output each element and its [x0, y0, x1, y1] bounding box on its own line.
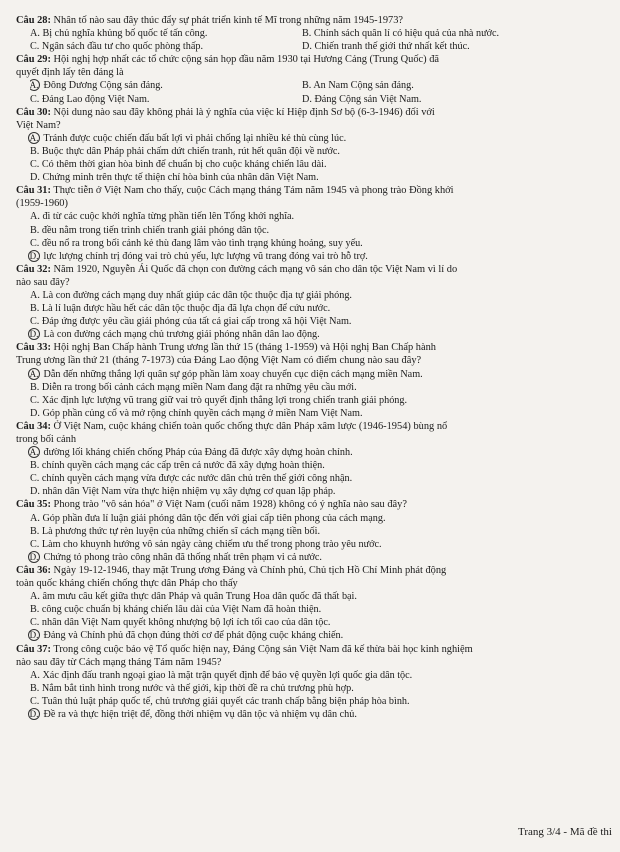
answer-option[interactable]	[30, 591, 357, 602]
option-row	[16, 629, 614, 642]
question-stem-line	[16, 354, 614, 367]
option-text: Nắm bắt tình hình trong nước và thế giới, kịp thời đề ra chủ trương phù hợp.	[41, 682, 354, 694]
option-row	[16, 590, 614, 603]
question-block	[16, 14, 614, 53]
option-text: Làm cho khuynh hướng vô sản ngày càng chiếm ưu thế trong phong trào yêu nước.	[41, 538, 382, 550]
option-letter: C.	[30, 316, 40, 328]
option-row	[16, 171, 614, 184]
option-row	[16, 79, 614, 92]
option-row	[16, 603, 614, 616]
option-text: Đáp ứng được yêu cầu giải phóng của tất cả giai cấp trong xã hội Việt Nam.	[41, 316, 352, 328]
option-text: Xác định lực lượng vũ trang giữ vai trò quyết định thắng lợi trong chiến tranh giải phóng.	[41, 394, 408, 406]
option-column	[302, 79, 602, 92]
option-text: chính quyền cách mạng vừa được các nước dân chủ trên thế giới công nhận.	[41, 473, 353, 485]
question-stem-line	[16, 53, 614, 66]
question-stem-line	[16, 184, 614, 197]
answer-option[interactable]	[30, 447, 353, 458]
option-text: đường lối kháng chiến chống Pháp của Đảng đã được xây dựng hoàn chỉnh.	[43, 447, 353, 459]
option-text: nhân dân Việt Nam quyết không nhượng bộ lợi ích tối cao của dân tộc.	[41, 617, 331, 629]
answer-option[interactable]	[30, 28, 207, 39]
answer-option[interactable]	[30, 251, 368, 262]
answer-option[interactable]	[30, 41, 203, 52]
option-letter: B.	[30, 224, 40, 236]
question-number: Câu 33:	[16, 342, 51, 354]
option-column	[302, 27, 602, 40]
option-letter: C.	[30, 93, 40, 105]
option-letter: A.	[30, 512, 40, 524]
question-stem-text: Nhân tố nào sau đây thúc đẩy sự phát triển kinh tế Mĩ trong những năm 1945-1973?	[53, 15, 404, 26]
answer-option[interactable]	[30, 395, 407, 406]
option-text: Buộc thực dân Pháp phải chấm dứt chiến tranh, rút hết quân đội về nước.	[41, 145, 340, 157]
question-stem-text: Hội nghị Ban Chấp hành Trung ương lần thứ 15 (tháng 1-1959) và Hội nghị Ban Chấp hành	[53, 342, 436, 354]
option-row	[16, 224, 614, 237]
option-letter: B.	[30, 303, 40, 315]
option-text: Đông Dương Cộng sản đảng.	[43, 80, 163, 92]
option-row	[16, 328, 614, 341]
option-text: Chiến tranh thế giới thứ nhất kết thúc.	[314, 41, 470, 53]
option-letter: D.	[302, 41, 312, 53]
answer-option[interactable]	[30, 604, 321, 615]
question-stem-line	[16, 197, 614, 210]
option-text: công cuộc chuẩn bị kháng chiến lâu dài của Việt Nam đã hoàn thiện.	[41, 604, 322, 616]
answer-option[interactable]	[30, 225, 269, 236]
option-text: lực lượng chính trị đóng vai trò chủ yếu, lực lượng vũ trang đóng vai trò hỗ trợ.	[43, 250, 368, 262]
question-stem-line	[16, 656, 614, 669]
question-stem-text: nào sau đây?	[16, 276, 70, 288]
option-letter: C.	[30, 695, 40, 707]
option-row	[16, 302, 614, 315]
answer-option[interactable]	[30, 211, 294, 222]
option-row	[16, 551, 614, 564]
answer-option[interactable]	[30, 526, 320, 537]
question-stem-text: quyết định lấy tên đảng là	[16, 67, 124, 79]
option-letter: B.	[30, 460, 40, 472]
option-letter: C.	[30, 473, 40, 485]
answer-option[interactable]	[302, 41, 470, 52]
option-text: Bị chủ nghĩa khủng bố quốc tế tấn công.	[42, 28, 208, 40]
option-column	[30, 40, 302, 53]
question-stem-text: Việt Nam?	[16, 119, 61, 131]
option-letter: C.	[30, 159, 40, 171]
question-stem-text: Ở Việt Nam, cuộc kháng chiến toàn quốc chống thực dân Pháp xâm lược (1946-1954) bùng nổ	[53, 420, 448, 432]
option-row	[16, 446, 614, 459]
question-block	[16, 420, 614, 499]
question-stem-line	[16, 106, 614, 119]
answer-option[interactable]	[30, 94, 149, 105]
option-letter: A.	[29, 368, 39, 379]
option-letter: B.	[30, 682, 40, 694]
option-text: Góp phần đưa lí luận giải phóng dân tộc đến với giai cấp tiên phong của cách mạng.	[42, 512, 386, 524]
page-footer: Trang 3/4 - Mã đề thi	[517, 826, 612, 838]
answer-option[interactable]	[30, 709, 357, 720]
option-letter: D.	[29, 551, 39, 562]
answer-option[interactable]	[30, 238, 363, 249]
question-stem-line	[16, 564, 614, 577]
question-number: Câu 28:	[16, 15, 51, 26]
question-block	[16, 184, 614, 263]
answer-option[interactable]	[30, 630, 343, 641]
answer-option[interactable]	[30, 290, 352, 301]
option-row	[16, 512, 614, 525]
option-letter: C.	[30, 237, 40, 249]
option-row	[16, 381, 614, 394]
answer-option[interactable]	[30, 513, 386, 524]
option-letter: D.	[29, 708, 39, 719]
question-block	[16, 564, 614, 643]
option-row	[16, 210, 614, 223]
answer-option[interactable]	[30, 172, 319, 183]
option-column	[30, 79, 302, 92]
option-row	[16, 394, 614, 407]
option-letter: B.	[302, 80, 312, 92]
question-stem-text: Trung ương lần thứ 21 (tháng 7-1973) của Đảng Lao động Việt Nam có điểm chung nào sau đây?	[16, 355, 422, 367]
answer-option[interactable]	[30, 460, 325, 471]
option-text: Đảng Lao động Việt Nam.	[41, 93, 150, 105]
answer-option[interactable]	[30, 473, 352, 484]
option-text: Chứng minh trên thực tế thiện chí hòa bình của nhân dân Việt Nam.	[42, 172, 319, 184]
question-stem-text: Trong công cuộc bảo vệ Tổ quốc hiện nay, Đảng Cộng sản Việt Nam đã kế thừa bài học kinh nghiệm	[53, 643, 473, 655]
answer-option[interactable]	[30, 329, 320, 340]
option-row	[16, 145, 614, 158]
question-stem-text: Nội dung nào sau đây không phải là ý nghĩa của việc kí Hiệp định Sơ bộ (6-3-1946) đối với	[53, 106, 435, 118]
option-letter: A.	[30, 669, 40, 681]
option-row	[16, 525, 614, 538]
question-stem-text: toàn quốc kháng chiến chống thực dân Pháp cho thấy	[16, 578, 238, 590]
question-stem-line	[16, 66, 614, 79]
option-letter: A.	[30, 80, 39, 91]
option-letter: B.	[30, 525, 40, 537]
answer-option[interactable]	[30, 539, 382, 550]
option-letter: D.	[29, 329, 39, 340]
option-row	[16, 40, 614, 53]
question-stem-text: trong bối cảnh	[16, 434, 77, 445]
option-row	[16, 93, 614, 106]
answer-option[interactable]	[302, 80, 414, 91]
option-letter: B.	[302, 28, 312, 40]
option-letter: C.	[30, 538, 40, 550]
option-letter: D.	[30, 407, 40, 419]
option-text: Có thêm thời gian hòa bình để chuẩn bị cho cuộc kháng chiến lâu dài.	[41, 159, 327, 171]
question-number: Câu 37:	[16, 643, 51, 655]
option-text: Tránh được cuộc chiến đấu bất lợi vì phải chống lại nhiều kẻ thù cùng lúc.	[43, 132, 347, 144]
answer-option[interactable]	[30, 408, 363, 419]
option-text: Là con đường cách mạng duy nhất giúp các dân tộc thuộc địa tự giải phóng.	[42, 289, 352, 301]
question-number: Câu 34:	[16, 420, 51, 432]
question-stem-text: Ngày 19-12-1946, thay mặt Trung ương Đảng và Chính phủ, Chủ tịch Hồ Chí Minh phát động	[53, 564, 447, 576]
question-block	[16, 106, 614, 185]
answer-option[interactable]	[30, 670, 412, 681]
option-letter: D.	[30, 172, 40, 184]
option-text: đều nằm trong tiến trình chiến tranh giải phóng dân tộc.	[41, 224, 270, 236]
question-stem-text: Năm 1920, Nguyễn Ái Quốc đã chọn con đường cách mạng vô sản cho dân tộc Việt Nam vì lí do	[53, 263, 458, 275]
option-letter: D.	[29, 630, 39, 641]
option-letter: C.	[30, 617, 40, 629]
answer-option[interactable]	[30, 382, 357, 393]
question-stem-line	[16, 498, 614, 511]
option-letter: B.	[30, 381, 40, 393]
option-letter: A.	[30, 28, 40, 40]
question-number: Câu 30:	[16, 106, 51, 118]
option-row	[16, 616, 614, 629]
option-letter: A.	[30, 211, 40, 223]
option-text: Diễn ra trong bối cảnh cách mạng miền Nam đang đặt ra những yêu cầu mới.	[41, 381, 357, 393]
option-letter: D.	[29, 250, 39, 261]
question-number: Câu 35:	[16, 499, 51, 511]
question-list	[16, 14, 614, 721]
answer-option[interactable]	[30, 486, 335, 497]
answer-option[interactable]	[302, 28, 499, 39]
option-text: Xác định đấu tranh ngoại giao là mặt trận quyết định để bảo vệ quyền lợi quốc gia dân tộc.	[42, 669, 413, 681]
option-text: đều nổ ra trong bối cảnh kẻ thù đang lâm vào tình trạng khủng hoảng, suy yếu.	[41, 237, 363, 249]
question-block	[16, 341, 614, 420]
question-stem-text: (1959-1960)	[16, 198, 68, 210]
option-text: nhân dân Việt Nam vừa thực hiện nhiệm vụ xây dựng cơ quan lập pháp.	[42, 486, 336, 498]
answer-option[interactable]	[30, 146, 340, 157]
question-number: Câu 29:	[16, 54, 51, 66]
option-letter: A.	[29, 447, 39, 458]
option-row	[16, 250, 614, 263]
answer-option[interactable]	[30, 552, 322, 563]
option-text: âm mưu câu kết giữa thực dân Pháp và quân Trung Hoa dân quốc đã thất bại.	[42, 591, 357, 603]
option-row	[16, 485, 614, 498]
option-row	[16, 708, 614, 721]
question-stem-line	[16, 643, 614, 656]
question-number: Câu 31:	[16, 185, 51, 197]
option-row	[16, 695, 614, 708]
question-stem-line	[16, 14, 614, 27]
question-stem-line	[16, 263, 614, 276]
option-row	[16, 669, 614, 682]
question-block	[16, 53, 614, 105]
question-stem-line	[16, 577, 614, 590]
question-stem-text: Phong trào "vô sản hóa" ở Việt Nam (cuối năm 1928) không có ý nghĩa nào sau đây?	[53, 499, 407, 511]
option-text: chính quyền cách mạng các cấp trên cả nước đã xây dựng hoàn thiện.	[41, 460, 325, 472]
question-stem-text: nào sau đây từ Cách mạng tháng Tám năm 1945?	[16, 656, 222, 668]
option-letter: B.	[30, 604, 40, 616]
answer-option[interactable]	[30, 303, 330, 314]
answer-option[interactable]	[30, 159, 327, 170]
option-text: Chứng tỏ phong trào công nhân đã thống nhất trên phạm vi cả nước.	[43, 551, 322, 563]
answer-option[interactable]	[30, 683, 354, 694]
option-text: Là lí luận được hầu hết các dân tộc thuộc địa đã lựa chọn để cứu nước.	[41, 303, 331, 315]
answer-option[interactable]	[302, 94, 421, 105]
option-text: Là con đường cách mạng chủ trương giải phóng nhân dân lao động.	[43, 329, 320, 341]
answer-option[interactable]	[30, 80, 163, 91]
answer-option[interactable]	[30, 617, 330, 628]
answer-option[interactable]	[30, 369, 423, 380]
question-block	[16, 263, 614, 342]
option-text: Tuân thủ luật pháp quốc tế, chủ trương giải quyết các tranh chấp bằng biện pháp hòa bình.	[41, 695, 410, 707]
option-text: Ngân sách đầu tư cho quốc phòng thấp.	[41, 41, 204, 53]
option-text: Chính sách quân lí có hiệu quả của nhà nước.	[313, 28, 500, 40]
option-row	[16, 158, 614, 171]
option-row	[16, 315, 614, 328]
question-stem-line	[16, 119, 614, 132]
option-column	[30, 27, 302, 40]
question-stem-line	[16, 341, 614, 354]
option-row	[16, 237, 614, 250]
option-column	[302, 93, 602, 106]
option-column	[30, 93, 302, 106]
option-letter: A.	[30, 289, 40, 301]
option-row	[16, 682, 614, 695]
option-letter: C.	[30, 41, 40, 53]
option-row	[16, 27, 614, 40]
option-row	[16, 472, 614, 485]
option-letter: D.	[30, 486, 40, 498]
option-text: đi từ các cuộc khởi nghĩa từng phần tiến lên Tổng khởi nghĩa.	[42, 211, 295, 223]
option-text: An Nam Cộng sản đảng.	[313, 80, 414, 92]
option-row	[16, 368, 614, 381]
question-stem-line	[16, 276, 614, 289]
option-text: Dẫn đến những thắng lợi quân sự góp phần làm xoay chuyển cục diện cách mạng miền Nam.	[43, 368, 423, 380]
option-letter: B.	[30, 145, 40, 157]
answer-option[interactable]	[30, 696, 410, 707]
option-row	[16, 289, 614, 302]
question-block	[16, 643, 614, 722]
option-row	[16, 459, 614, 472]
answer-option[interactable]	[30, 316, 351, 327]
question-stem-text: Hội nghị hợp nhất các tổ chức cộng sản họp đầu năm 1930 tại Hương Cảng (Trung Quốc) đã	[53, 54, 440, 66]
option-letter: A.	[29, 132, 39, 143]
option-text: Đảng Cộng sản Việt Nam.	[314, 93, 422, 105]
answer-option[interactable]	[30, 133, 346, 144]
question-stem-text: Thực tiễn ở Việt Nam cho thấy, cuộc Cách mạng tháng Tám năm 1945 và phong trào Đồng khởi	[53, 185, 454, 197]
option-text: Đảng và Chính phủ đã chọn đúng thời cơ để phát động cuộc kháng chiến.	[43, 630, 344, 642]
option-text: Đề ra và thực hiện triệt để, đồng thời nhiệm vụ dân tộc và nhiệm vụ dân chủ.	[43, 708, 357, 720]
option-row	[16, 132, 614, 145]
option-column	[302, 40, 602, 53]
option-row	[16, 538, 614, 551]
option-text: Là phương thức tự rèn luyện của những chiến sĩ cách mạng tiền bối.	[41, 525, 321, 537]
question-stem-line	[16, 420, 614, 433]
option-letter: D.	[302, 93, 312, 105]
question-stem-line	[16, 433, 614, 446]
option-letter: A.	[30, 591, 40, 603]
question-number: Câu 32:	[16, 263, 51, 275]
question-number: Câu 36:	[16, 564, 51, 576]
option-letter: C.	[30, 394, 40, 406]
option-row	[16, 407, 614, 420]
option-text: Góp phần củng cố và mở rộng chính quyền cách mạng ở miền Nam Việt Nam.	[42, 407, 363, 419]
question-block	[16, 498, 614, 563]
